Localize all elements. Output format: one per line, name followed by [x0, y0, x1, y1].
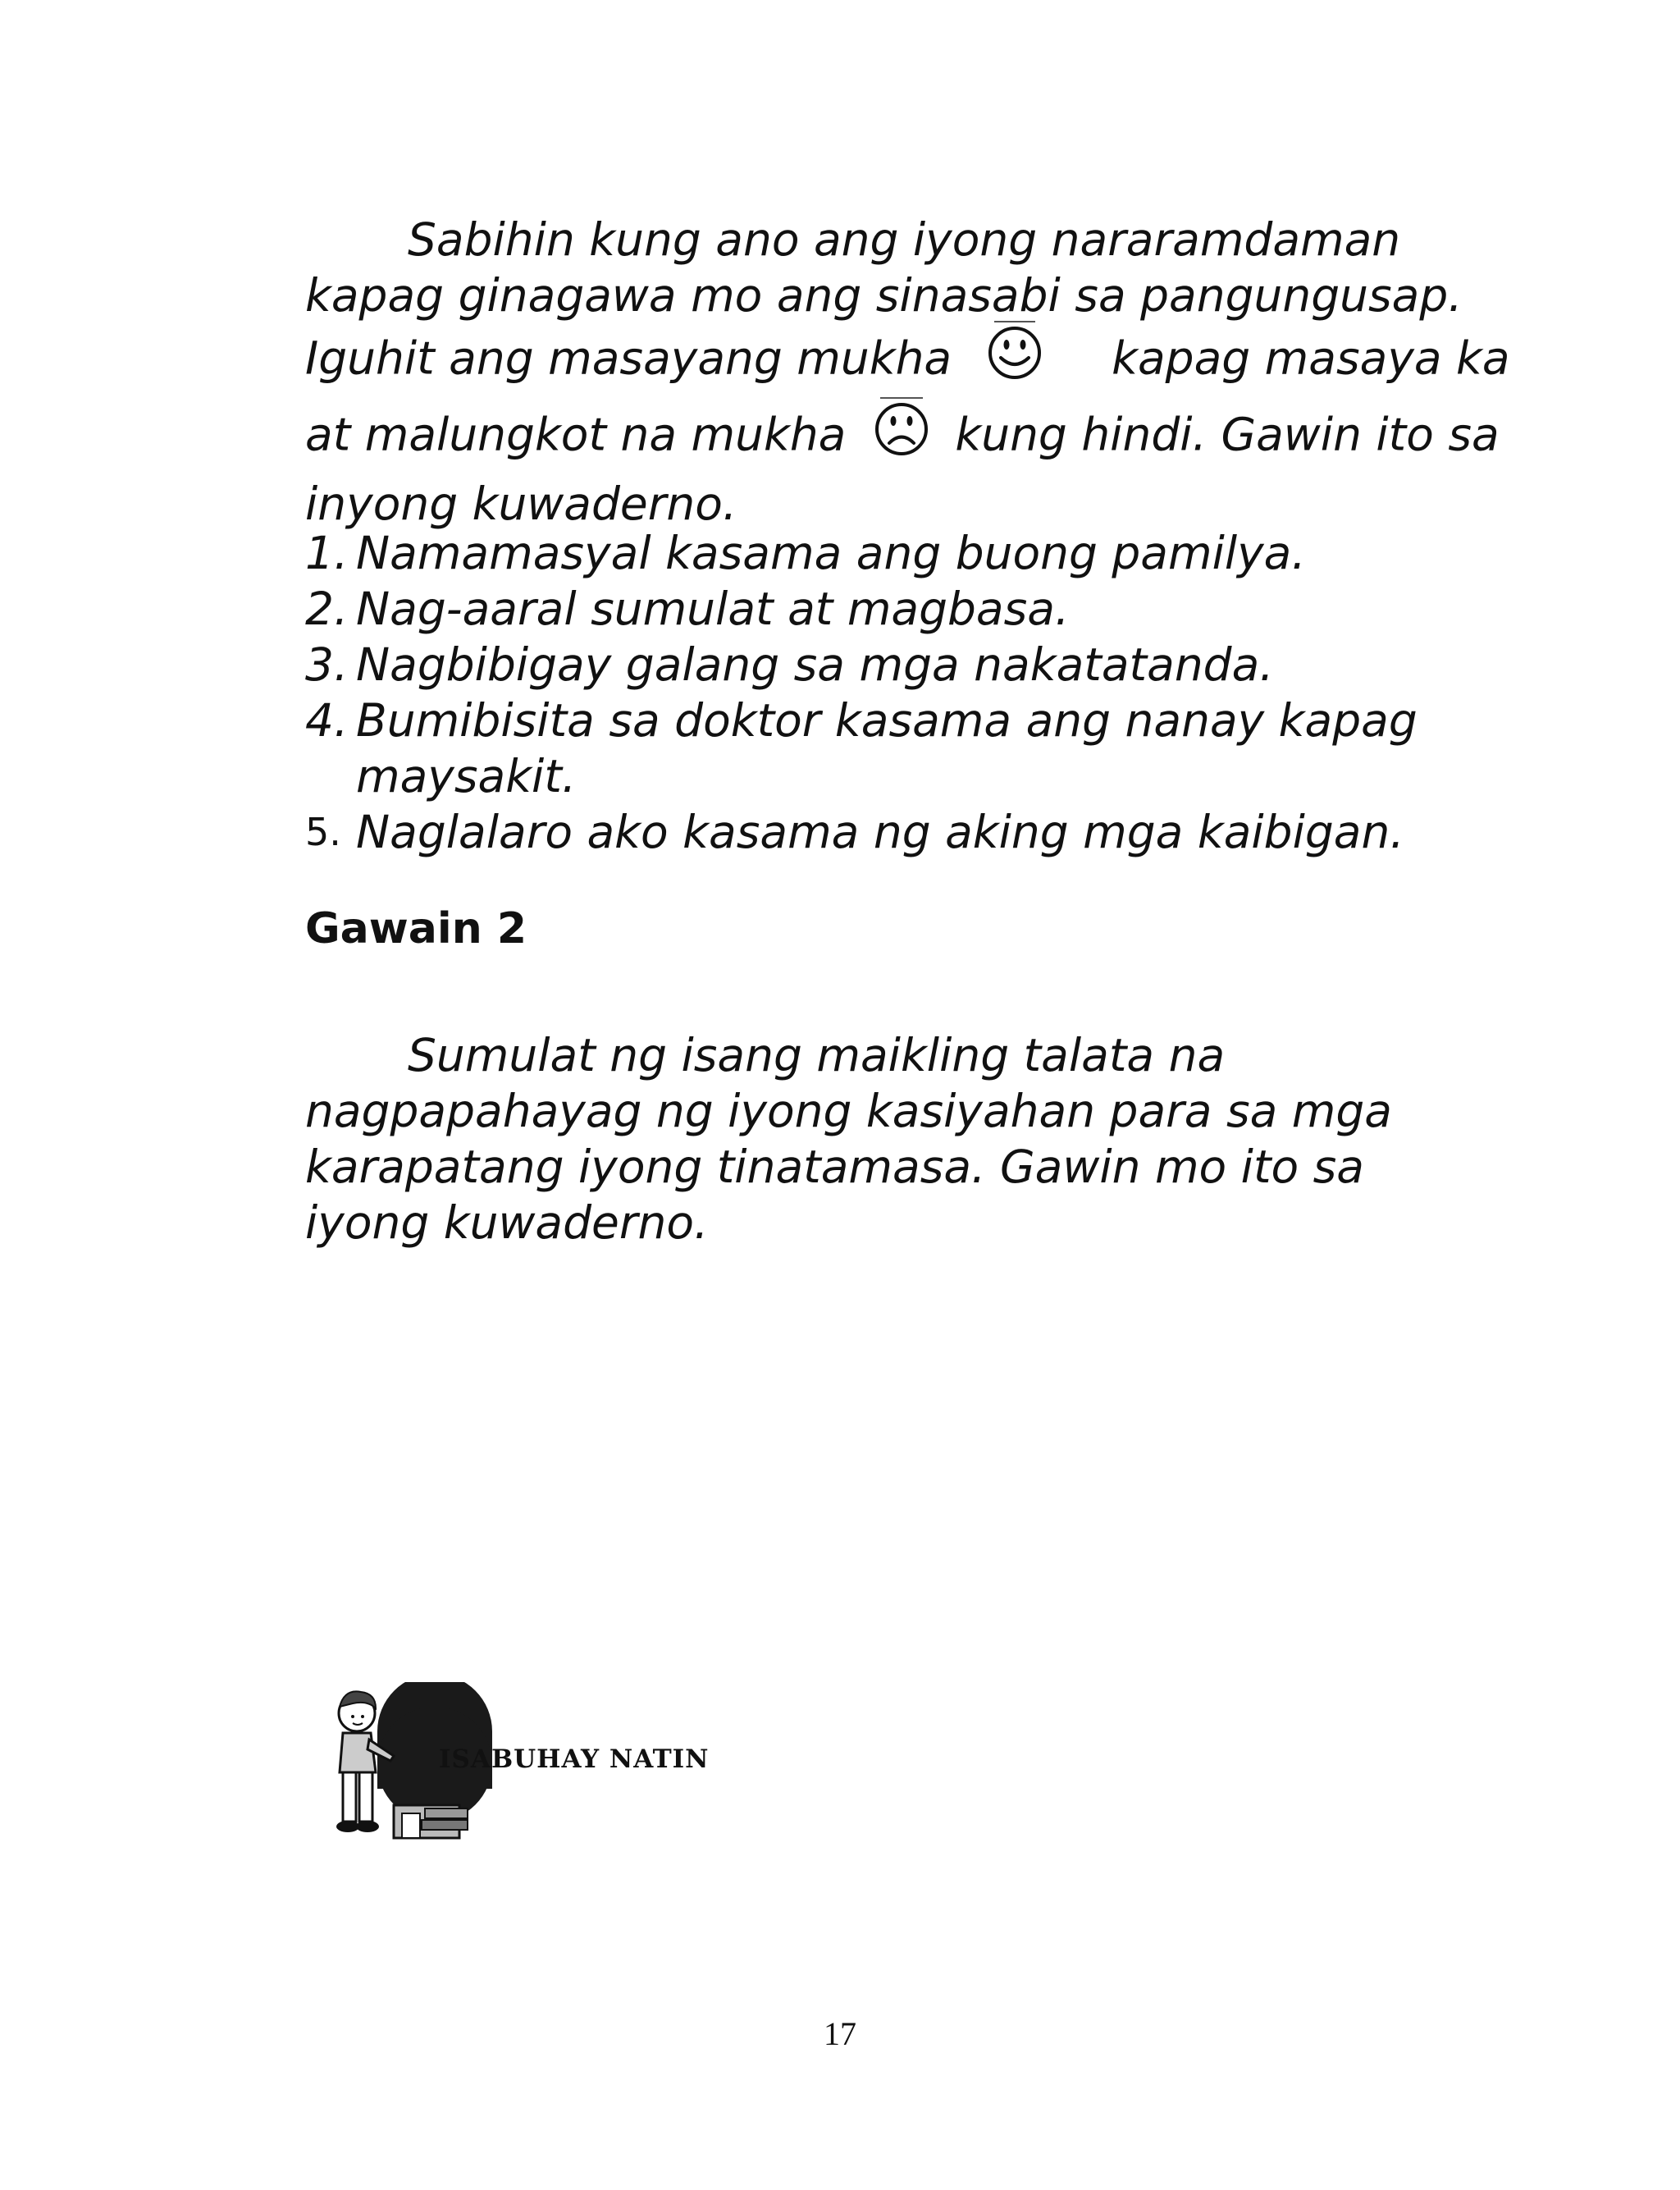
list-item — [305, 804, 1536, 860]
list-item-number: 3. — [305, 638, 349, 691]
page-number: 17 — [824, 2015, 856, 2052]
instruction-line-4-part-a: at malungkot na mukha — [305, 408, 847, 461]
instruction-line-5: inyong kuwaderno. — [305, 478, 737, 530]
list-item-text: Nagbibigay galang sa mga nakatatanda. — [356, 638, 1274, 691]
list-item-number: 2. — [305, 583, 349, 635]
gawain2-line-1: Sumulat ng isang maikling talata na — [408, 1029, 1226, 1081]
gawain2-paragraph — [305, 1027, 1503, 1250]
list-item-text: Naglalaro ako kasama ng aking mga kaibigan. — [356, 806, 1404, 858]
section-heading: Gawain 2 — [305, 904, 527, 953]
list-item — [305, 693, 1536, 748]
gawain2-line-3: karapatang iyong tinatamasa. Gawin mo ito sa — [305, 1141, 1364, 1193]
activity-list — [305, 525, 1536, 860]
isabuhay-natin-label: ISABUHAY NATIN — [439, 1744, 710, 1774]
instruction-line-3-part-b: kapag masaya ka — [1112, 331, 1510, 385]
list-item-text: Nag-aaral sumulat at magbasa. — [356, 583, 1070, 635]
list-item — [305, 637, 1536, 693]
instruction-line-3 — [305, 323, 1510, 400]
list-item-continuation: maysakit. — [356, 750, 577, 802]
gawain2-line-4: iyong kuwaderno. — [305, 1196, 709, 1249]
list-item — [305, 581, 1536, 637]
list-item-text: Namamasyal kasama ang buong pamilya. — [356, 527, 1306, 579]
instruction-line-4-part-b: kung hindi. Gawin ito sa — [955, 408, 1500, 461]
instruction-line-1: Sabihin kung ano ang iyong nararamdaman — [408, 213, 1401, 266]
instruction-paragraph — [305, 212, 1510, 532]
list-item-number: 4. — [305, 694, 349, 747]
sad-face-icon — [865, 395, 938, 471]
instruction-line-3-part-a: Iguhit ang masayang mukha — [305, 331, 952, 385]
instruction-line-2: kapag ginagawa mo ang sinasabi sa pangungusap. — [305, 269, 1463, 322]
list-item-text: Bumibisita sa doktor kasama ang nanay kapag — [356, 694, 1418, 747]
smiley-face-icon — [978, 318, 1052, 395]
list-item-number: 5. — [305, 810, 341, 854]
gawain2-line-2: nagpapahayag ng iyong kasiyahan para sa mga — [305, 1085, 1392, 1137]
list-item — [305, 525, 1536, 581]
list-item-number: 1. — [305, 527, 349, 579]
instruction-line-4 — [305, 400, 1503, 476]
